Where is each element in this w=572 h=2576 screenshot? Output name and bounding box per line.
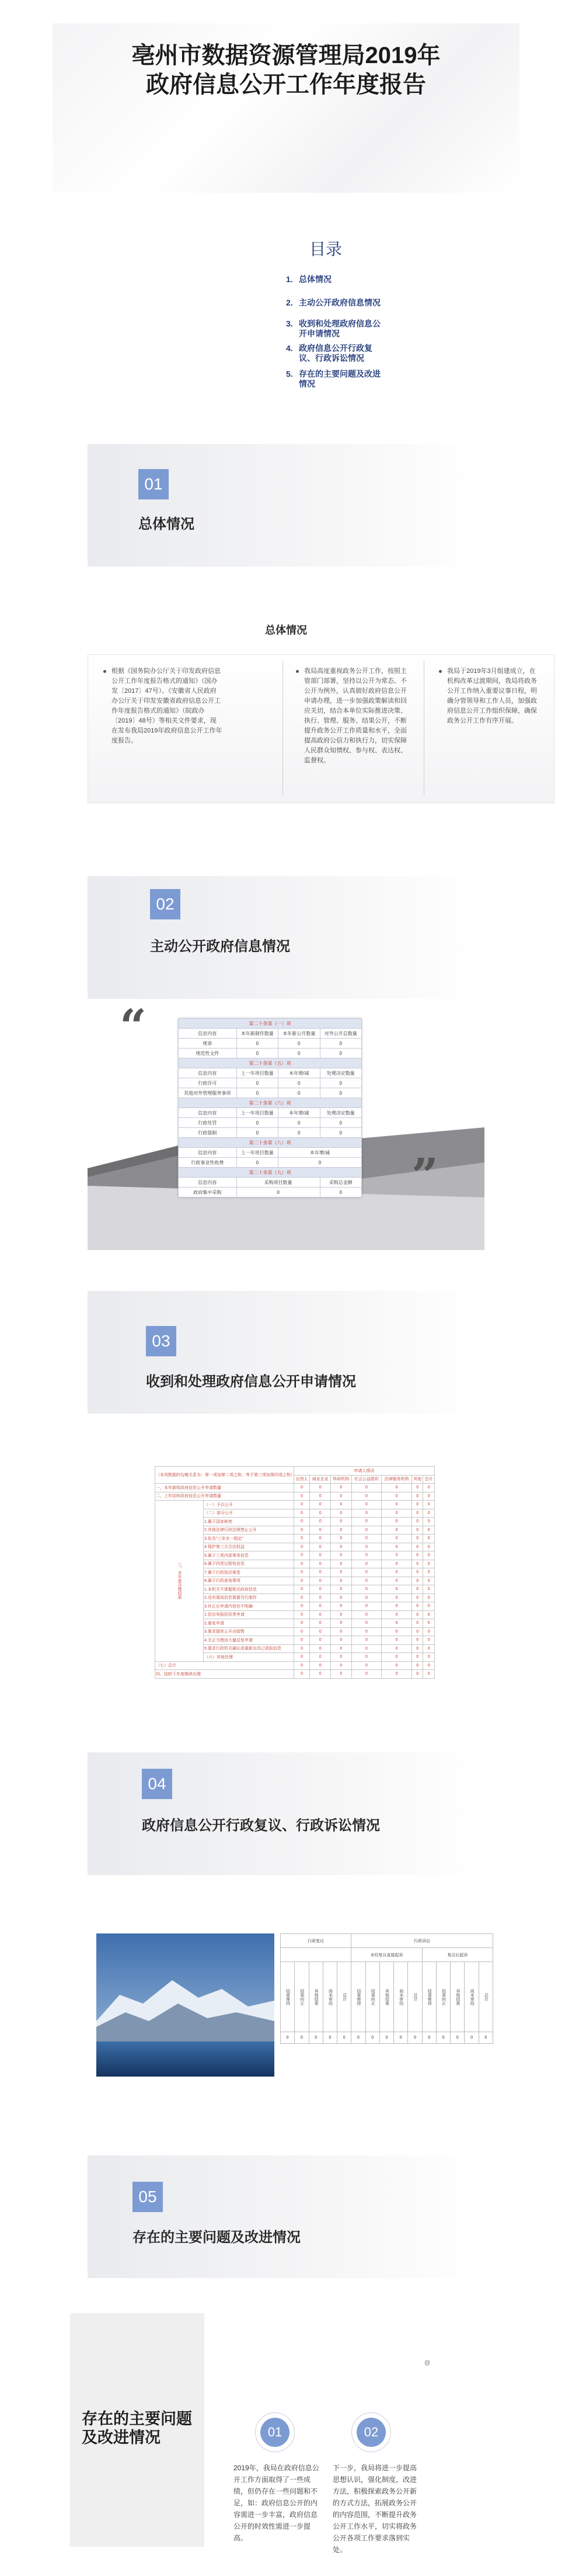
section-number: 03 bbox=[146, 1326, 176, 1356]
table-row: 一、本年新收政府信息公开申请数量 0 0 0 0 0 0 0 bbox=[155, 1484, 435, 1492]
point-number: 02 bbox=[357, 2418, 386, 2447]
section-number: 05 bbox=[132, 2182, 163, 2212]
corner-mark: @ bbox=[424, 2360, 431, 2366]
application-table bbox=[155, 1466, 435, 1679]
section-number: 04 bbox=[142, 1769, 172, 1799]
table-row: 2.没有现成信息需要另行制作 0 0 0 0 0 0 0 bbox=[155, 1593, 435, 1602]
table-col-header: 其他 bbox=[411, 1475, 423, 1484]
table-row: 3.危及"三安全一稳定" 0 0 0 0 0 0 0 bbox=[155, 1535, 435, 1543]
improvement-point-1: 2019年，我局在政府信息公开工作方面取得了一些成绩，但仍存在一些问题和不足，如：政府信息公开的内容需进一步丰富，政府信息公开的时效性需进一步提高。 bbox=[233, 2464, 319, 2542]
section-title: 收到和处理政府信息公开申请情况 bbox=[146, 1374, 356, 1390]
table-col-header: 自然人 bbox=[294, 1475, 310, 1484]
summary-column-2: 我局高度重视政务公开工作，按照主管部门部署，坚持以公开为常态、不公开为例外，认真做好政府信息公开申请办理，进一步加强政策解读和回应关切，结合本单位实际推进决策、执行、管理、服务、结果公开，不断提升政务公开工作质量和水平，全面提高政府公信力和执行力，切实保障人民群众知情权、参与权、表达权、监督权。 bbox=[304, 666, 409, 766]
table-row: 2.其他法律行政法规禁止公开 0 0 0 0 0 0 0 bbox=[155, 1526, 435, 1535]
table-row: 1.本机关不掌握相关政府信息 0 0 0 0 0 0 0 bbox=[155, 1585, 435, 1594]
summary-column-1: 根据《国务院办公厅关于印发政府信息公开工作年度报告格式的通知》（国办发〔2017〕47号）、《安徽省人民政府办公厅关于印发安徽省政府信息公开工作年度报告格式的通知》（皖政办〔2019〕48号）等相关文件要求，现在发布我局2019年政府信息公开工作年度报告。 bbox=[111, 666, 222, 746]
report-title-line1: 亳州市数据资源管理局2019年 bbox=[131, 43, 441, 68]
section-banner bbox=[88, 444, 484, 567]
table-group-header: 申请人情况 bbox=[294, 1467, 434, 1476]
table-row: 7.属于行政执法案卷 0 0 0 0 0 0 0 bbox=[155, 1568, 435, 1577]
table-row: 2.重复申请 0 0 0 0 0 0 0 bbox=[155, 1619, 435, 1628]
table-row: （六）其他处理 0 0 0 0 0 0 0 bbox=[155, 1653, 435, 1662]
table-row: 4.无正当理由大量反复申请 0 0 0 0 0 0 0 bbox=[155, 1636, 435, 1645]
review-litigation-table: 行政复议 行政诉讼 未经复议直接起诉 复议后起诉 结果维持 结果纠正 其他结果 尚未审结 总计 结果维持 结果纠正 其他结果 尚未审结 总计 结果维持 结果纠正 其他结果 尚未审结 总计 0 0 0 0 0 0 0 0 0 0 0 0 0 0 0 bbox=[280, 1933, 493, 2044]
toc-item[interactable]: 1. 总体情况 bbox=[286, 275, 332, 284]
table-row: 4.保护第三方合法权益 0 0 0 0 0 0 0 bbox=[155, 1543, 435, 1551]
section-title: 存在的主要问题及改进情况 bbox=[132, 2230, 301, 2245]
improvement-title: 存在的主要问题及改进情况 bbox=[82, 2410, 192, 2446]
table-row: 1.信访举报投诉类申请 0 0 0 0 0 0 0 bbox=[155, 1610, 435, 1619]
summary-column-3: 我局于2019年3月组建成立，在机构改革过渡期间，我局将政务公开工作纳入重要议事日程，明确分管领导和工作人员，加强政府信息公开工作组织保障，确保政务公开工作有序开展。 bbox=[447, 666, 540, 726]
table-row: 5.属于三类内部事务信息 0 0 0 0 0 0 0 bbox=[155, 1551, 435, 1560]
summary-box bbox=[88, 654, 554, 803]
table-col-header: 总计 bbox=[423, 1475, 435, 1484]
divider bbox=[282, 661, 283, 795]
toc-item[interactable]: 4. 政府信息公开行政复议、行政诉讼情况 bbox=[286, 343, 372, 363]
table-row: 8.属于行政查询事项 0 0 0 0 0 0 0 bbox=[155, 1577, 435, 1585]
improvement-point-2: 下一步，我局将进一步提高思想认识，强化制度，改进方法，积极探索政务公开新的方式方法，拓展政务公开的内容范围，不断提升政务公开工作水平，切实将政务公开各项工作要求落到实处。 bbox=[333, 2464, 417, 2554]
table-row: 3.补正后申请内容仍不明确 0 0 0 0 0 0 0 bbox=[155, 1602, 435, 1611]
report-title-line2: 政府信息公开工作年度报告 bbox=[146, 72, 426, 98]
table-col-header: 商业企业 bbox=[310, 1475, 331, 1484]
toc-item[interactable]: 5. 存在的主要问题及改进情况 bbox=[286, 369, 381, 388]
section-title: 政府信息公开行政复议、行政诉讼情况 bbox=[142, 1818, 380, 1834]
table-corner: （本列数据的勾稽关系为：第一项加第二项之和，等于第三项加第四项之和） bbox=[155, 1467, 294, 1484]
table-side-label: 三、本年度办理结果 bbox=[155, 1501, 204, 1662]
table-col-header: 法律服务机构 bbox=[382, 1475, 412, 1484]
point-number: 01 bbox=[260, 2418, 290, 2447]
open-quote-icon: “ bbox=[120, 999, 147, 1054]
table-col-header: 社会公益组织 bbox=[351, 1475, 382, 1484]
section-banner bbox=[88, 2155, 484, 2278]
toc-title: 目录 bbox=[309, 240, 343, 258]
summary-title: 总体情况 bbox=[265, 624, 307, 636]
table-row: 四、结转下年度继续办理 0 0 0 0 0 0 0 bbox=[155, 1670, 435, 1679]
close-quote-icon: ” bbox=[411, 1148, 439, 1203]
section-number: 01 bbox=[138, 469, 169, 499]
table-row: 三、本年度办理结果 （一）予以公开 0 0 0 0 0 0 0 bbox=[155, 1501, 435, 1509]
table-row: 3.要求提供公开出版物 0 0 0 0 0 0 0 bbox=[155, 1627, 435, 1636]
table-row: 6.属于四类过程性信息 0 0 0 0 0 0 0 bbox=[155, 1560, 435, 1568]
mountain-lake-image bbox=[96, 1933, 274, 2077]
table-row: （二）部分公开 0 0 0 0 0 0 0 bbox=[155, 1509, 435, 1518]
section-title: 总体情况 bbox=[138, 516, 194, 532]
table-row: 二、上年结转政府信息公开申请数量 0 0 0 0 0 0 0 bbox=[155, 1492, 435, 1501]
toc-item[interactable]: 2. 主动公开政府信息情况 bbox=[286, 298, 381, 307]
table-row: 5.要求行政机关确认或重新出具已获取信息 0 0 0 0 0 0 0 bbox=[155, 1644, 435, 1653]
table-row: 1.属于国家秘密 0 0 0 0 0 0 0 bbox=[155, 1518, 435, 1526]
section-number: 02 bbox=[150, 889, 180, 919]
toc-item[interactable]: 3. 收到和处理政府信息公开申请情况 bbox=[286, 319, 381, 338]
table-row: （七）总计 0 0 0 0 0 0 0 bbox=[155, 1661, 435, 1670]
active-disclosure-table: 第二十条第（一）项 信息内容 本年新制作数量 本年新公开数量 对外公开总数量 规章 0 0 0 规范性文件 0 0 0 第二十条第（五）项 信息内容 上一年项目数量 本年增/减 处理决定数量 行政许可 0 0 0 其他对外管理服务事项 0 0 0 第二十条第（六）项 信息内容 上一年项目数量 本年增/减 处理决定数量 行政处罚 0 0 0 行政强制 0 0 0 第二十条第（八）项 信息内容 上一年项目数量 本年增/减 行政事业性收费 0 0 第二十条第（九）项 信息内容 采购项目数量 采购总金额 政府集中采购 0 0 bbox=[178, 1018, 362, 1197]
table-col-header: 科研机构 bbox=[330, 1475, 351, 1484]
section-title: 主动公开政府信息情况 bbox=[150, 939, 290, 954]
